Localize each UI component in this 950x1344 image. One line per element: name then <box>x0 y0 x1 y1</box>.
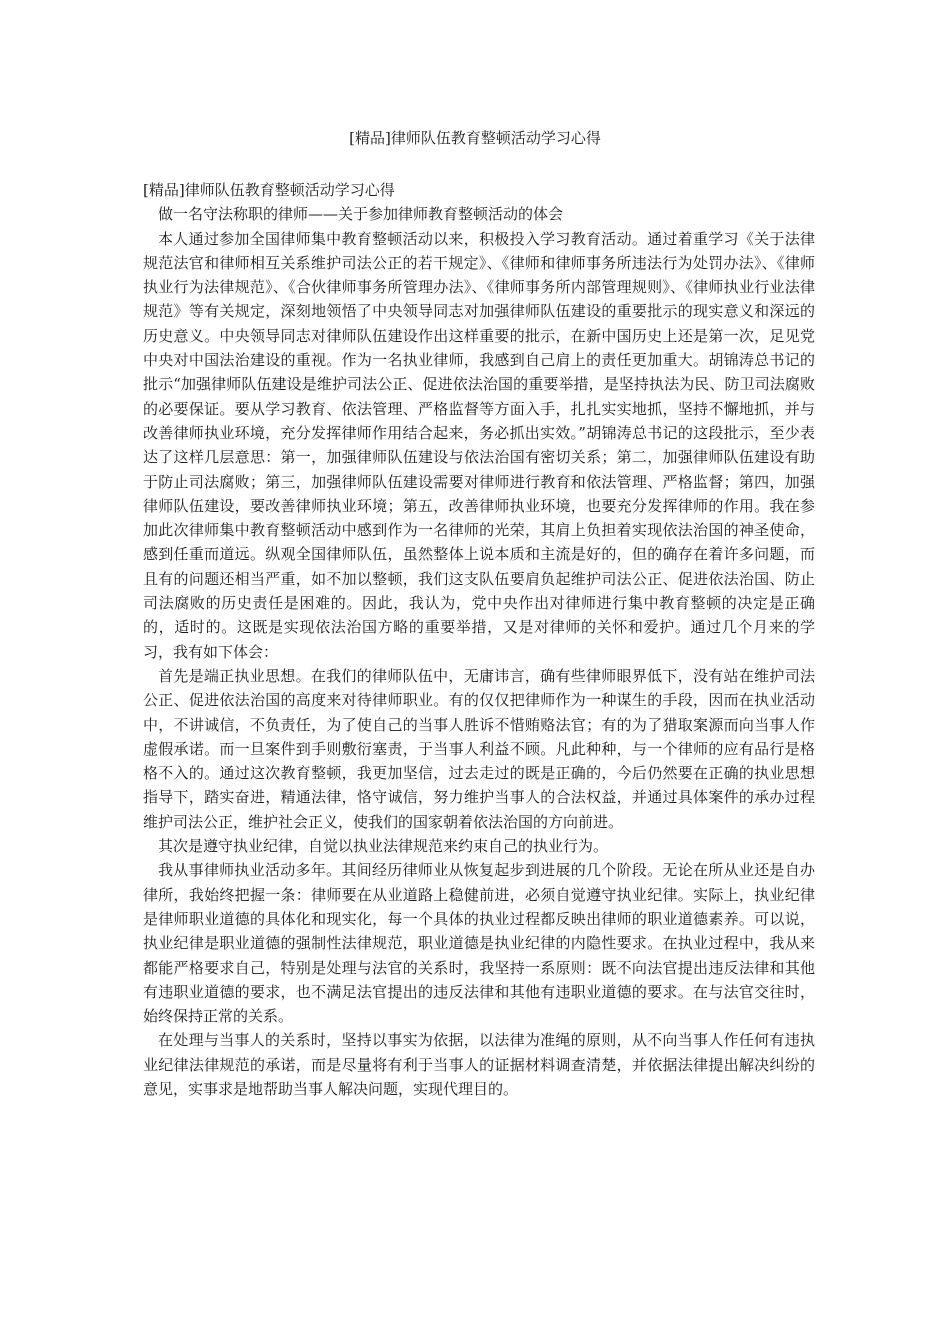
paragraph: 本人通过参加全国律师集中教育整顿活动以来，积极投入学习教育活动。通过着重学习《关于法律规范法官和律师相互关系维护司法公正的若干规定》、《律师和律师事务所违法行为处罚办法》、《律师执业行为法律规范》、《合伙律师事务所管理办法》、《律师事务所内部管理规则》、《律师执业行业法律规范》等有关规定，深刻地领悟了中央领导同志对加强律师队伍建设的重要批示的现实意义和深远的历史意义。中央领导同志对律师队伍建设作出这样重要的批示，在新中国历史上还是第一次，足见党中央对中国法治建设的重视。作为一名执业律师，我感到自己肩上的责任更加重大。胡锦涛总书记的批示“加强律师队伍建设是维护司法公正、促进依法治国的重要举措，是坚持执法为民、防卫司法腐败的必要保证。要从学习教育、依法管理、严格监督等方面入手，扎扎实实地抓，坚持不懈地抓，并与改善律师执业环境，充分发挥律师作用结合起来，务必抓出实效。”胡锦涛总书记的这段批示，至少表达了这样几层意思：第一，加强律师队伍建设与依法治国有密切关系；第二，加强律师队伍建设有助于防止司法腐败；第三，加强律师队伍建设需要对律师进行教育和依法管理、严格监督；第四，加强律师队伍建设，要改善律师执业环境；第五，改善律师执业环境，也要充分发挥律师的作用。我在参加此次律师集中教育整顿活动中感到作为一名律师的光荣，其肩上负担着实现依法治国的神圣使命，感到任重而道远。纵观全国律师队伍，虽然整体上说本质和主流是好的，但的确存在着许多问题，而且有的问题还相当严重，如不加以整顿，我们这支队伍要肩负起维护司法公正、促进依法治国、防止司法腐败的历史责任是困难的。因此，我认为，党中央作出对律师进行集中教育整顿的决定是正确的，适时的。这既是实现依法治国方略的重要举措，又是对律师的关怀和爱护。通过几个月来的学习，我有如下体会： <box>143 229 815 661</box>
paragraph: 其次是遵守执业纪律，自觉以执业法律规范来约束自己的执业行为。 <box>158 837 609 856</box>
document-title: [精品]律师队伍教育整顿活动学习心得 <box>143 181 395 199</box>
document-body <box>143 178 815 1101</box>
paragraph: 首先是端正执业思想。在我们的律师队伍中，无庸讳言，确有些律师眼界低下，没有站在维护司法公正、促进依法治国的高度来对待律师职业。有的仅仅把律师作为一种谋生的手段，因而在执业活动中，不讲诚信，不负责任，为了使自己的当事人胜诉不惜贿赂法官；有的为了猎取案源而向当事人作虚假承诺。而一旦案件到手则敷衍塞责，于当事人利益不顾。凡此种种，与一个律师的应有品行是格格不入的。通过这次教育整顿，我更加坚信，过去走过的既是正确的，今后仍然要在正确的执业思想指导下，踏实奋进，精通法律，恪守诚信，努力维护当事人的合法权益，并通过具体案件的承办过程维护司法公正，维护社会正义，使我们的国家朝着依法治国的方向前进。 <box>143 666 815 831</box>
page-header-title: [精品]律师队伍教育整顿活动学习心得 <box>349 129 601 147</box>
paragraph: 我从事律师执业活动多年。其间经历律师业从恢复起步到进展的几个阶段。无论在所从业还是自办律所，我始终把握一条：律师要在从业道路上稳健前进，必须自觉遵守执业纪律。实际上，执业纪律是律师职业道德的具体化和现实化，每一个具体的执业过程都反映出律师的职业道德素养。可以说，执业纪律是职业道德的强制性法律规范，职业道德是执业纪律的内隐性要求。在执业过程中，我从来都能严格要求自己，特别是处理与法官的关系时，我坚持一系原则：既不向法官提出违反法律和其他有违职业道德的要求，也不满足法官提出的违反法律和其他有违职业道德的要求。在与法官交往时，始终保持正常的关系。 <box>143 861 815 1026</box>
document-subtitle: 做一名守法称职的律师——关于参加律师教育整顿活动的体会 <box>158 205 564 224</box>
paragraph: 在处理与当事人的关系时，坚持以事实为依据，以法律为准绳的原则，从不向当事人作任何有违执业纪律法律规范的承诺，而是尽量将有利于当事人的证据材料调查清楚，并依据法律提出解决纠纷的意见，实事求是地帮助当事人解决问题，实现代理目的。 <box>143 1031 815 1098</box>
